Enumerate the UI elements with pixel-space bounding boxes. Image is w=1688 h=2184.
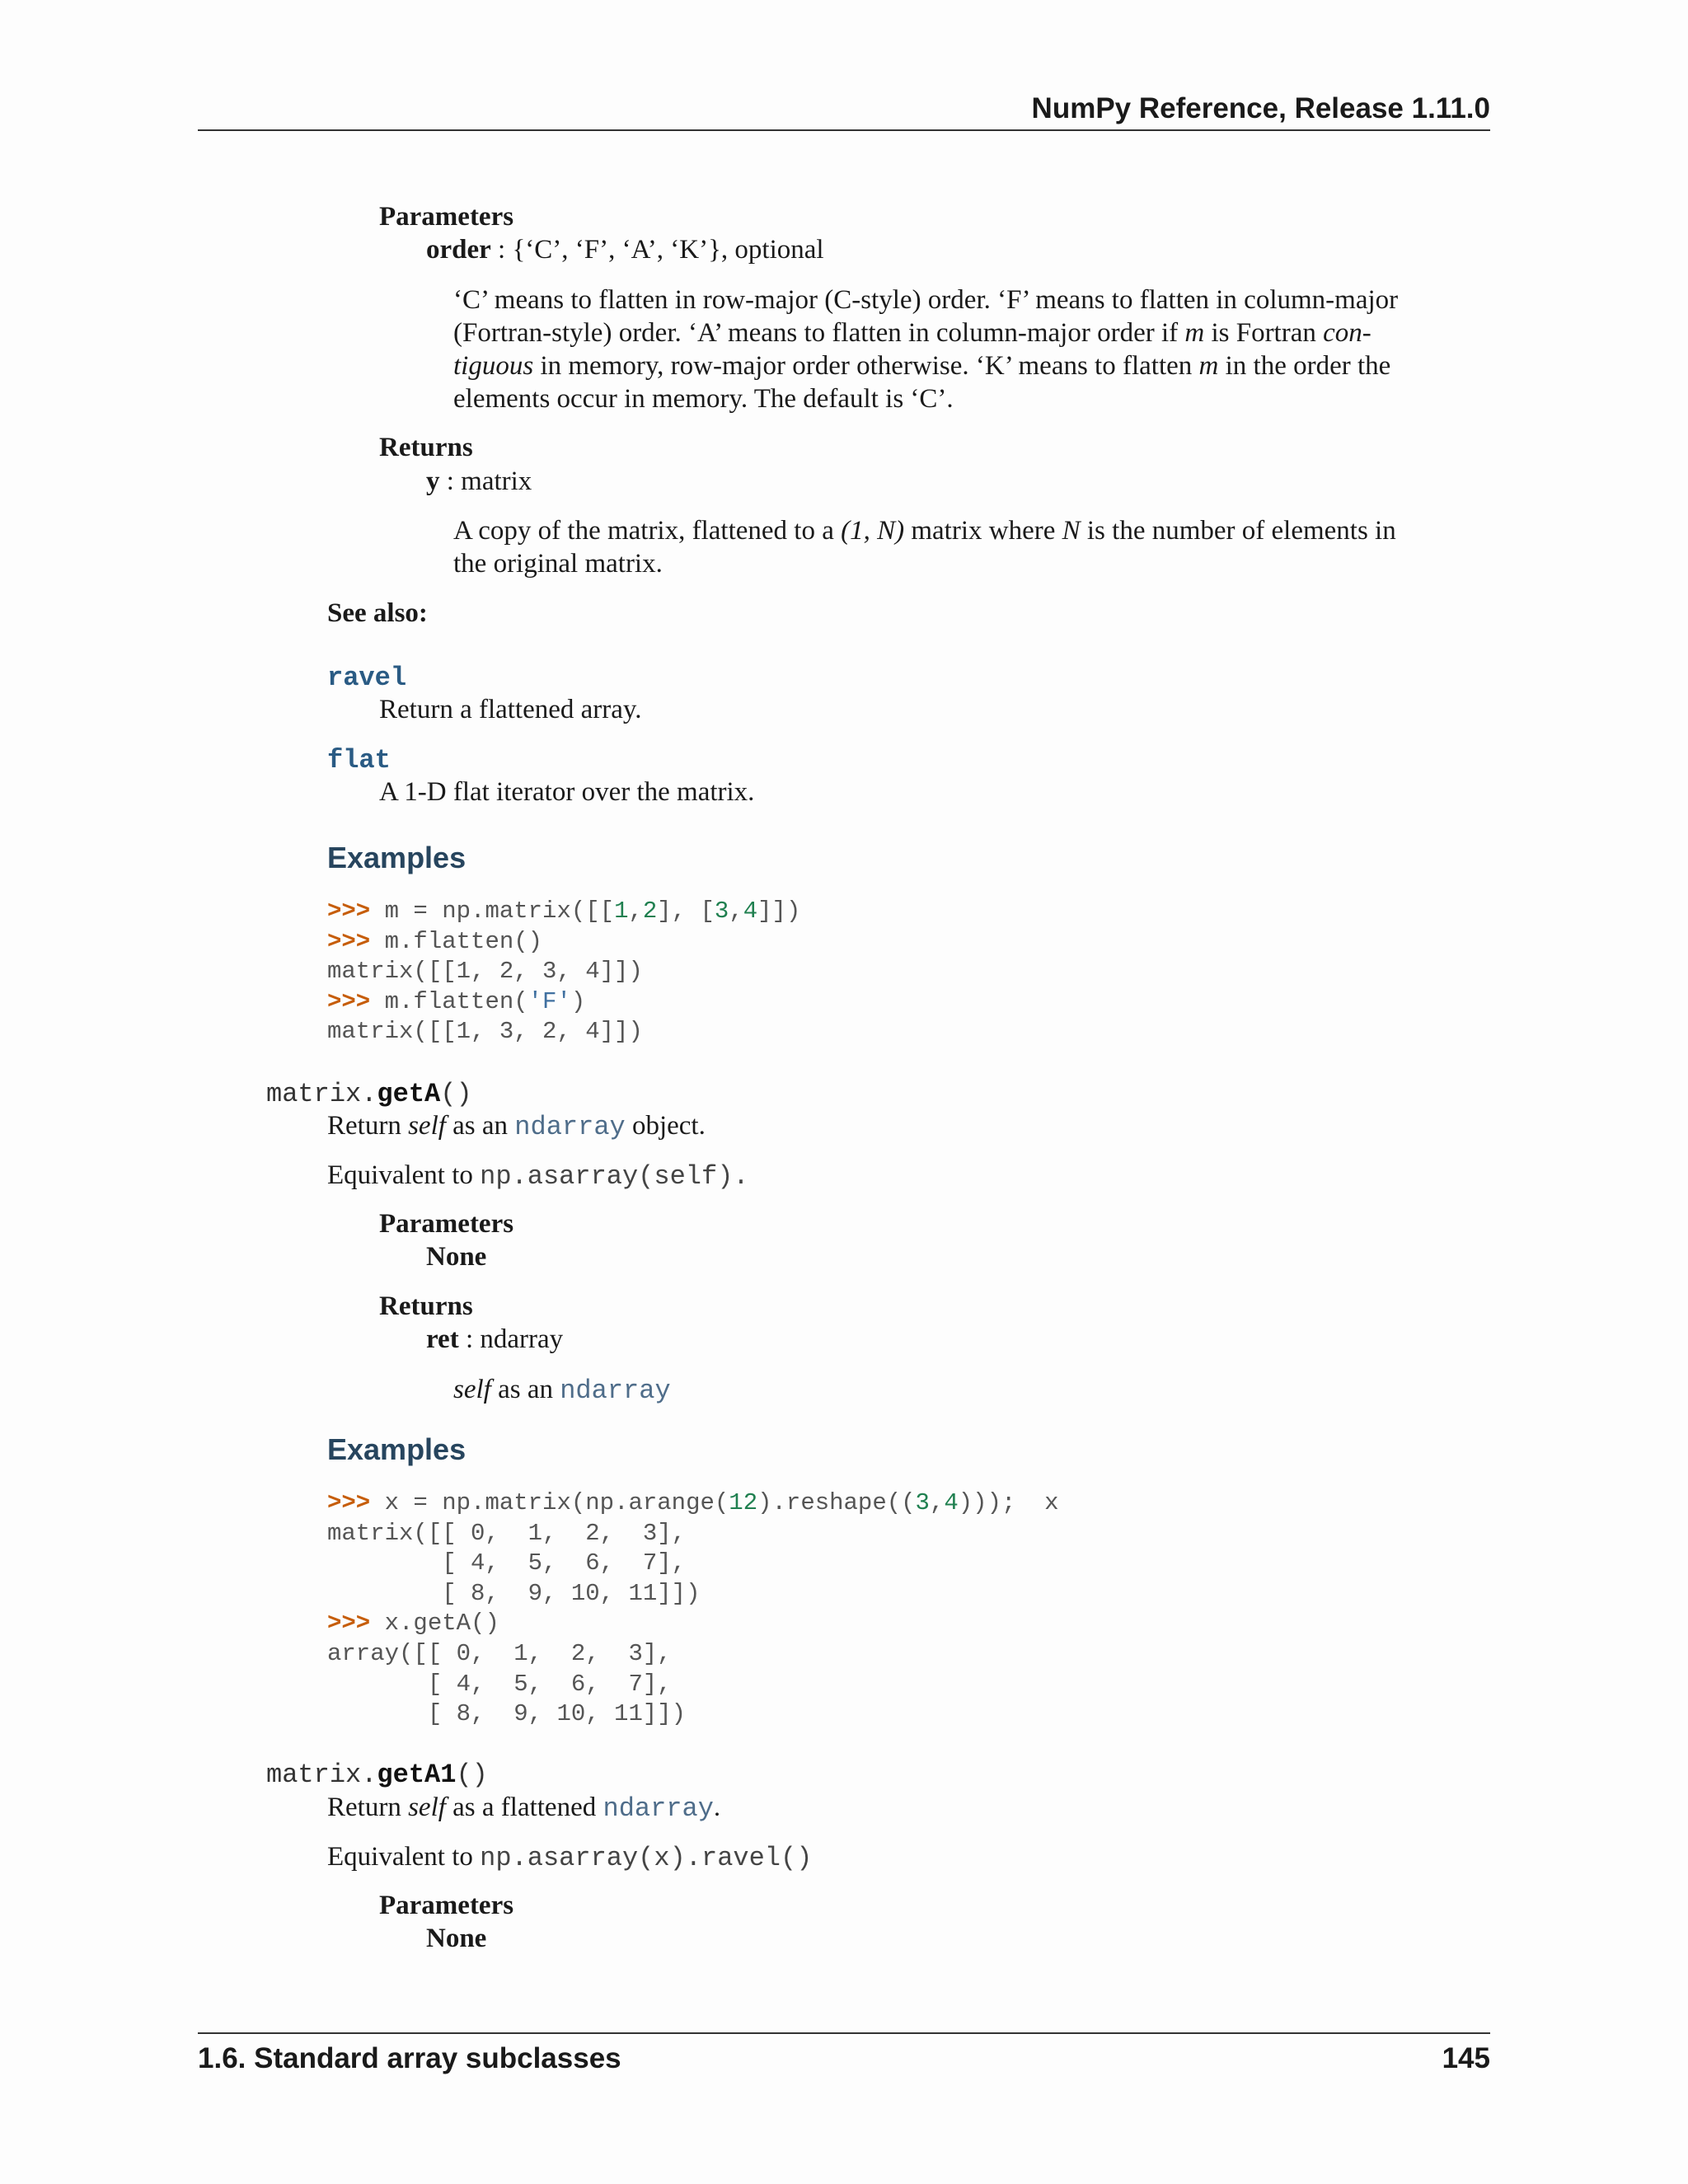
flat-description: A 1-D flat iterator over the matrix.: [379, 777, 755, 807]
header-rule: [198, 129, 1490, 131]
getA1-params-value: None: [426, 1924, 487, 1953]
code-line: matrix([[1, 3, 2, 4]]): [327, 1018, 643, 1046]
getA-params-heading: Parameters: [379, 1209, 514, 1239]
ravel-link[interactable]: ravel: [327, 663, 407, 693]
param-name: order: [426, 235, 491, 265]
code-line: [ 8, 9, 10, 11]]): [327, 1700, 687, 1728]
code-line: >>> m = np.matrix([[1,2], [3,4]]): [327, 898, 801, 925]
see-also-item-ravel: [327, 663, 642, 726]
code-line: matrix([[1, 2, 3, 4]]): [327, 958, 643, 986]
see-also-item-flat: [327, 745, 754, 808]
ravel-description: Return a flattened array.: [379, 695, 642, 724]
desc-line: elements occur in memory. The default is ‘C’.: [453, 384, 954, 414]
flatten-returns-heading: Returns: [379, 433, 473, 462]
getA-example-code: [327, 1488, 1059, 1730]
desc-line: tiguous in memory, row-major order otherwise. ‘K’ means to flatten m in the order the: [453, 351, 1391, 381]
flatten-params-heading: Parameters: [379, 202, 514, 232]
code-line: >>> m.flatten('F'): [327, 987, 586, 1015]
getA1-params-heading: Parameters: [379, 1891, 514, 1920]
getA1-signature: matrix.getA1(): [266, 1760, 488, 1790]
prompt-marker: >>>: [327, 927, 385, 955]
desc-line: (Fortran-style) order. ‘A’ means to flatten in column-major order if m is Fortran con-: [453, 318, 1372, 348]
getA-params-value: None: [426, 1242, 487, 1272]
code-line: array([[ 0, 1, 2, 3],: [327, 1639, 672, 1667]
getA-signature: matrix.getA(): [266, 1079, 472, 1109]
getA1-description: Return self as a flattened ndarray.: [327, 1793, 721, 1824]
page-number: 145: [1442, 2042, 1490, 2074]
getA-return-value: ret : ndarray: [426, 1324, 564, 1354]
ndarray-link[interactable]: ndarray: [560, 1376, 671, 1406]
code-line: >>> x.getA(): [327, 1610, 499, 1638]
footer-rule: [198, 2032, 1490, 2034]
prompt-marker: >>>: [327, 898, 385, 925]
flatten-example-code: [327, 897, 800, 1047]
flat-link[interactable]: flat: [327, 745, 391, 776]
getA-returns-heading: Returns: [379, 1291, 473, 1321]
code-line: >>> x = np.matrix(np.arange(12).reshape((3,4))); x: [327, 1489, 1059, 1516]
code-line: [ 8, 9, 10, 11]]): [327, 1579, 701, 1607]
prompt-marker: >>>: [327, 1489, 385, 1516]
code-line: >>> m.flatten(): [327, 927, 543, 955]
ndarray-link[interactable]: ndarray: [514, 1112, 626, 1142]
code-line: matrix([[ 0, 1, 2, 3],: [327, 1519, 687, 1547]
getA-description: Return self as an ndarray object.: [327, 1111, 706, 1142]
flatten-return-value: y : matrix: [426, 466, 532, 496]
see-also-heading: See also:: [327, 598, 428, 628]
flatten-order-description: [453, 284, 1398, 415]
running-header: NumPy Reference, Release 1.11.0: [1031, 92, 1490, 124]
flatten-examples-heading: Examples: [327, 841, 467, 874]
code-line: [ 4, 5, 6, 7],: [327, 1549, 687, 1577]
desc-line: ‘C’ means to flatten in row-major (C-style) order. ‘F’ means to flatten in column-major: [453, 285, 1399, 315]
flatten-return-description: A copy of the matrix, flattened to a (1, N) matrix where N is the number of elements in the original matrix.: [453, 516, 1396, 579]
getA-return-description: self as an ndarray: [453, 1375, 671, 1406]
prompt-marker: >>>: [327, 1610, 385, 1638]
code-line: [ 4, 5, 6, 7],: [327, 1670, 672, 1698]
getA-equivalent: Equivalent to np.asarray(self).: [327, 1160, 749, 1192]
prompt-marker: >>>: [327, 987, 385, 1015]
param-type: : {‘C’, ‘F’, ‘A’, ‘K’}, optional: [490, 235, 824, 265]
flatten-order-param: [426, 233, 824, 266]
getA1-equivalent: Equivalent to np.asarray(x).ravel(): [327, 1842, 813, 1873]
footer-section: 1.6. Standard array subclasses: [198, 2042, 621, 2074]
getA-examples-heading: Examples: [327, 1432, 467, 1466]
ndarray-link[interactable]: ndarray: [603, 1793, 714, 1824]
